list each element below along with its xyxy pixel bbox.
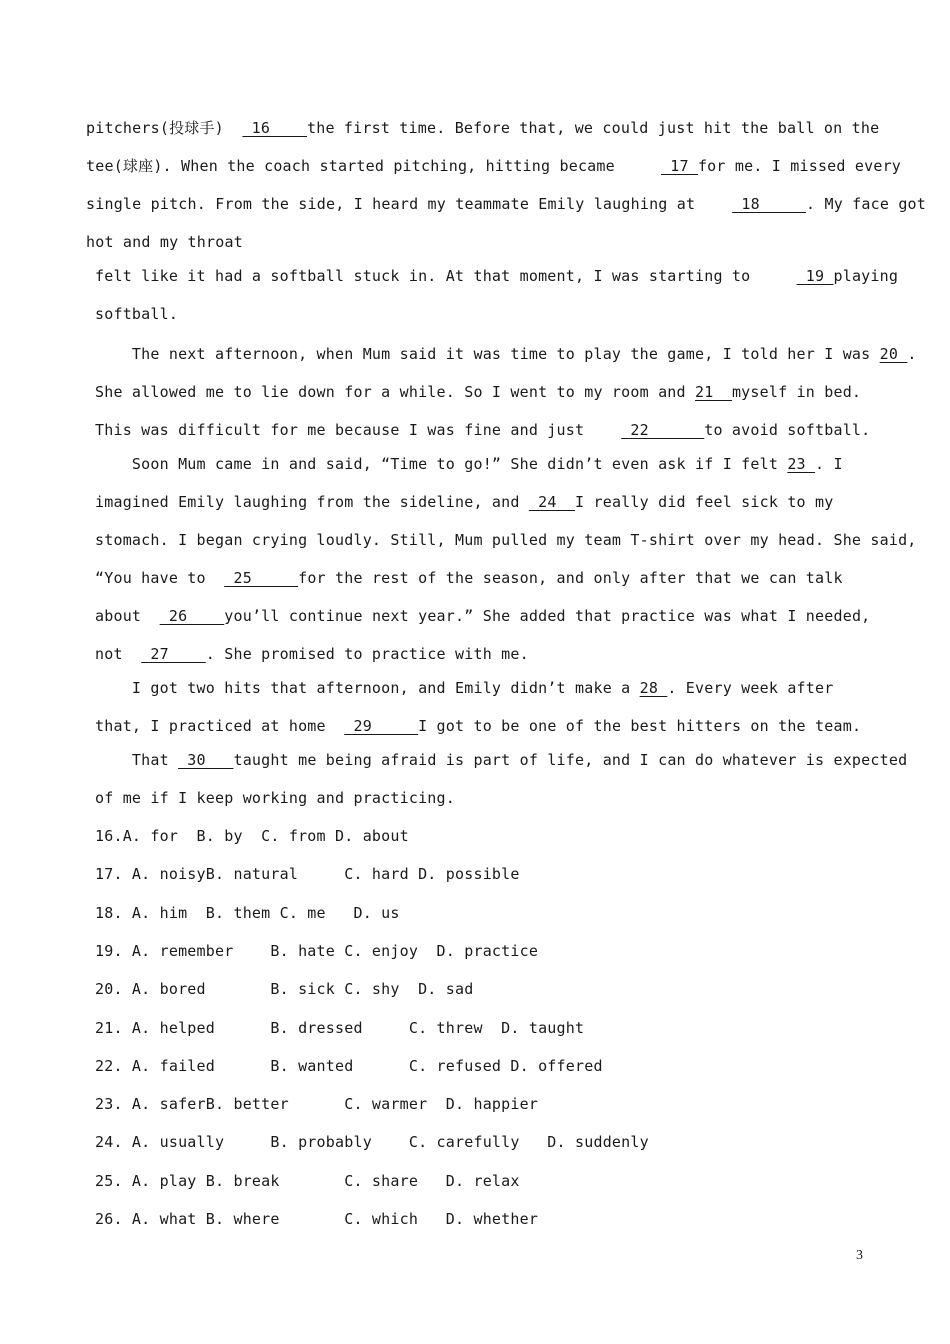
answer-blank: 22 bbox=[621, 421, 705, 439]
passage-line bbox=[95, 304, 178, 324]
passage-text: . She promised to practice with me. bbox=[205, 645, 529, 663]
passage-line bbox=[95, 266, 898, 286]
answer-blank: 20 bbox=[879, 345, 908, 363]
question-item: 25. A. play B. break C. share D. relax bbox=[95, 1171, 520, 1190]
question-item: 19. A. remember B. hate C. enjoy D. practice bbox=[95, 941, 539, 960]
passage-line bbox=[95, 750, 907, 770]
passage-text: to avoid softball. bbox=[704, 421, 871, 439]
passage-text: single pitch. From the side, I heard my teammate Emily laughing at bbox=[86, 195, 733, 213]
answer-blank: 24 bbox=[528, 493, 576, 511]
question-item: 23. A. saferB. better C. warmer D. happier bbox=[95, 1095, 539, 1114]
passage-text: That bbox=[95, 751, 179, 769]
passage-line bbox=[95, 382, 861, 402]
answer-blank: 29 bbox=[344, 717, 419, 735]
passage-text: hot and my throat bbox=[86, 233, 243, 251]
passage-text: felt like it had a softball stuck in. At that moment, I was starting to bbox=[95, 267, 797, 285]
answer-blank: 19 bbox=[796, 267, 834, 285]
passage-text: tee(球座). When the coach started pitching, hitting became bbox=[86, 157, 662, 175]
passage-text: “You have to bbox=[95, 569, 225, 587]
question-item: 20. A. bored B. sick C. shy D. sad bbox=[95, 980, 474, 999]
passage-line bbox=[95, 678, 833, 698]
passage-text: taught me being afraid is part of life, and I can do whatever is expected bbox=[233, 751, 908, 769]
question-item: 22. A. failed B. wanted C. refused D. offered bbox=[95, 1056, 603, 1075]
passage-line bbox=[95, 788, 455, 808]
passage-text: She allowed me to lie down for a while. So I went to my room and bbox=[95, 383, 695, 401]
passage-line bbox=[86, 118, 879, 138]
passage-text: . My face got bbox=[806, 195, 927, 213]
question-item: 26. A. what B. where C. which D. whether bbox=[95, 1210, 539, 1228]
question-item: 18. A. him B. them C. me D. us bbox=[95, 903, 400, 922]
answer-blank: 17 bbox=[661, 157, 698, 175]
passage-text: myself in bed. bbox=[731, 383, 862, 401]
passage-text: of me if I keep working and practicing. bbox=[95, 789, 455, 807]
passage-text: . I bbox=[815, 455, 843, 473]
passage-text: not bbox=[95, 645, 142, 663]
answer-blank: 21 bbox=[695, 383, 732, 401]
passage-line bbox=[95, 344, 917, 364]
passage-text: . bbox=[907, 345, 917, 363]
passage-text: . Every week after bbox=[667, 679, 834, 697]
question-item: 16.A. for B. by C. from D. about bbox=[95, 827, 409, 845]
passage-text: you’ll continue next year.” She added that practice was what I needed, bbox=[224, 607, 871, 625]
answer-blank: 26 bbox=[159, 607, 225, 625]
passage-line bbox=[95, 606, 870, 626]
passage-text: that, I practiced at home bbox=[95, 717, 345, 735]
passage-line bbox=[95, 644, 529, 664]
answer-blank: 27 bbox=[141, 645, 206, 663]
answer-blank: 25 bbox=[224, 569, 299, 587]
passage-line bbox=[95, 454, 843, 474]
answer-blank: 28 bbox=[639, 679, 668, 697]
question-item: 17. A. noisyB. natural C. hard D. possible bbox=[95, 865, 520, 884]
passage-line bbox=[95, 716, 861, 736]
passage-text: I got two hits that afternoon, and Emily didn’t make a bbox=[95, 679, 640, 697]
passage-line bbox=[95, 420, 870, 440]
passage-text: The next afternoon, when Mum said it was time to play the game, I told her I was bbox=[95, 345, 880, 363]
passage-text: the first time. Before that, we could just hit the ball on the bbox=[307, 119, 880, 137]
passage-line bbox=[95, 568, 843, 588]
passage-text: imagined Emily laughing from the sideline, and bbox=[95, 493, 529, 511]
question-item: 21. A. helped B. dressed C. threw D. taught bbox=[95, 1018, 585, 1037]
passage-line bbox=[86, 232, 243, 252]
passage-text: stomach. I began crying loudly. Still, Mum pulled my team T-shirt over my head. She said, bbox=[95, 531, 917, 549]
answer-blank: 18 bbox=[732, 195, 807, 213]
passage-line bbox=[86, 156, 901, 176]
question-item: 24. A. usually B. probably C. carefully D. suddenly bbox=[95, 1133, 649, 1152]
passage-text: about bbox=[95, 607, 160, 625]
passage-line bbox=[95, 492, 833, 512]
passage-text: I got to be one of the best hitters on the team. bbox=[418, 717, 862, 735]
passage-line bbox=[95, 530, 917, 550]
passage-text: This was difficult for me because I was fine and just bbox=[95, 421, 622, 439]
passage-text: I really did feel sick to my bbox=[575, 493, 834, 511]
passage-text: for me. I missed every bbox=[697, 157, 902, 175]
passage-text: Soon Mum came in and said, “Time to go!” She didn’t even ask if I felt bbox=[95, 455, 788, 473]
answer-blank: 23 bbox=[787, 455, 816, 473]
passage-text: pitchers(投球手) bbox=[86, 119, 243, 137]
passage-line bbox=[86, 194, 926, 214]
page-number: 3 bbox=[856, 1248, 863, 1263]
answer-blank: 30 bbox=[178, 751, 234, 769]
passage-text: playing bbox=[833, 267, 899, 285]
answer-blank: 16 bbox=[242, 119, 307, 137]
passage-text: for the rest of the season, and only after that we can talk bbox=[298, 569, 843, 587]
passage-text: softball. bbox=[95, 305, 179, 323]
